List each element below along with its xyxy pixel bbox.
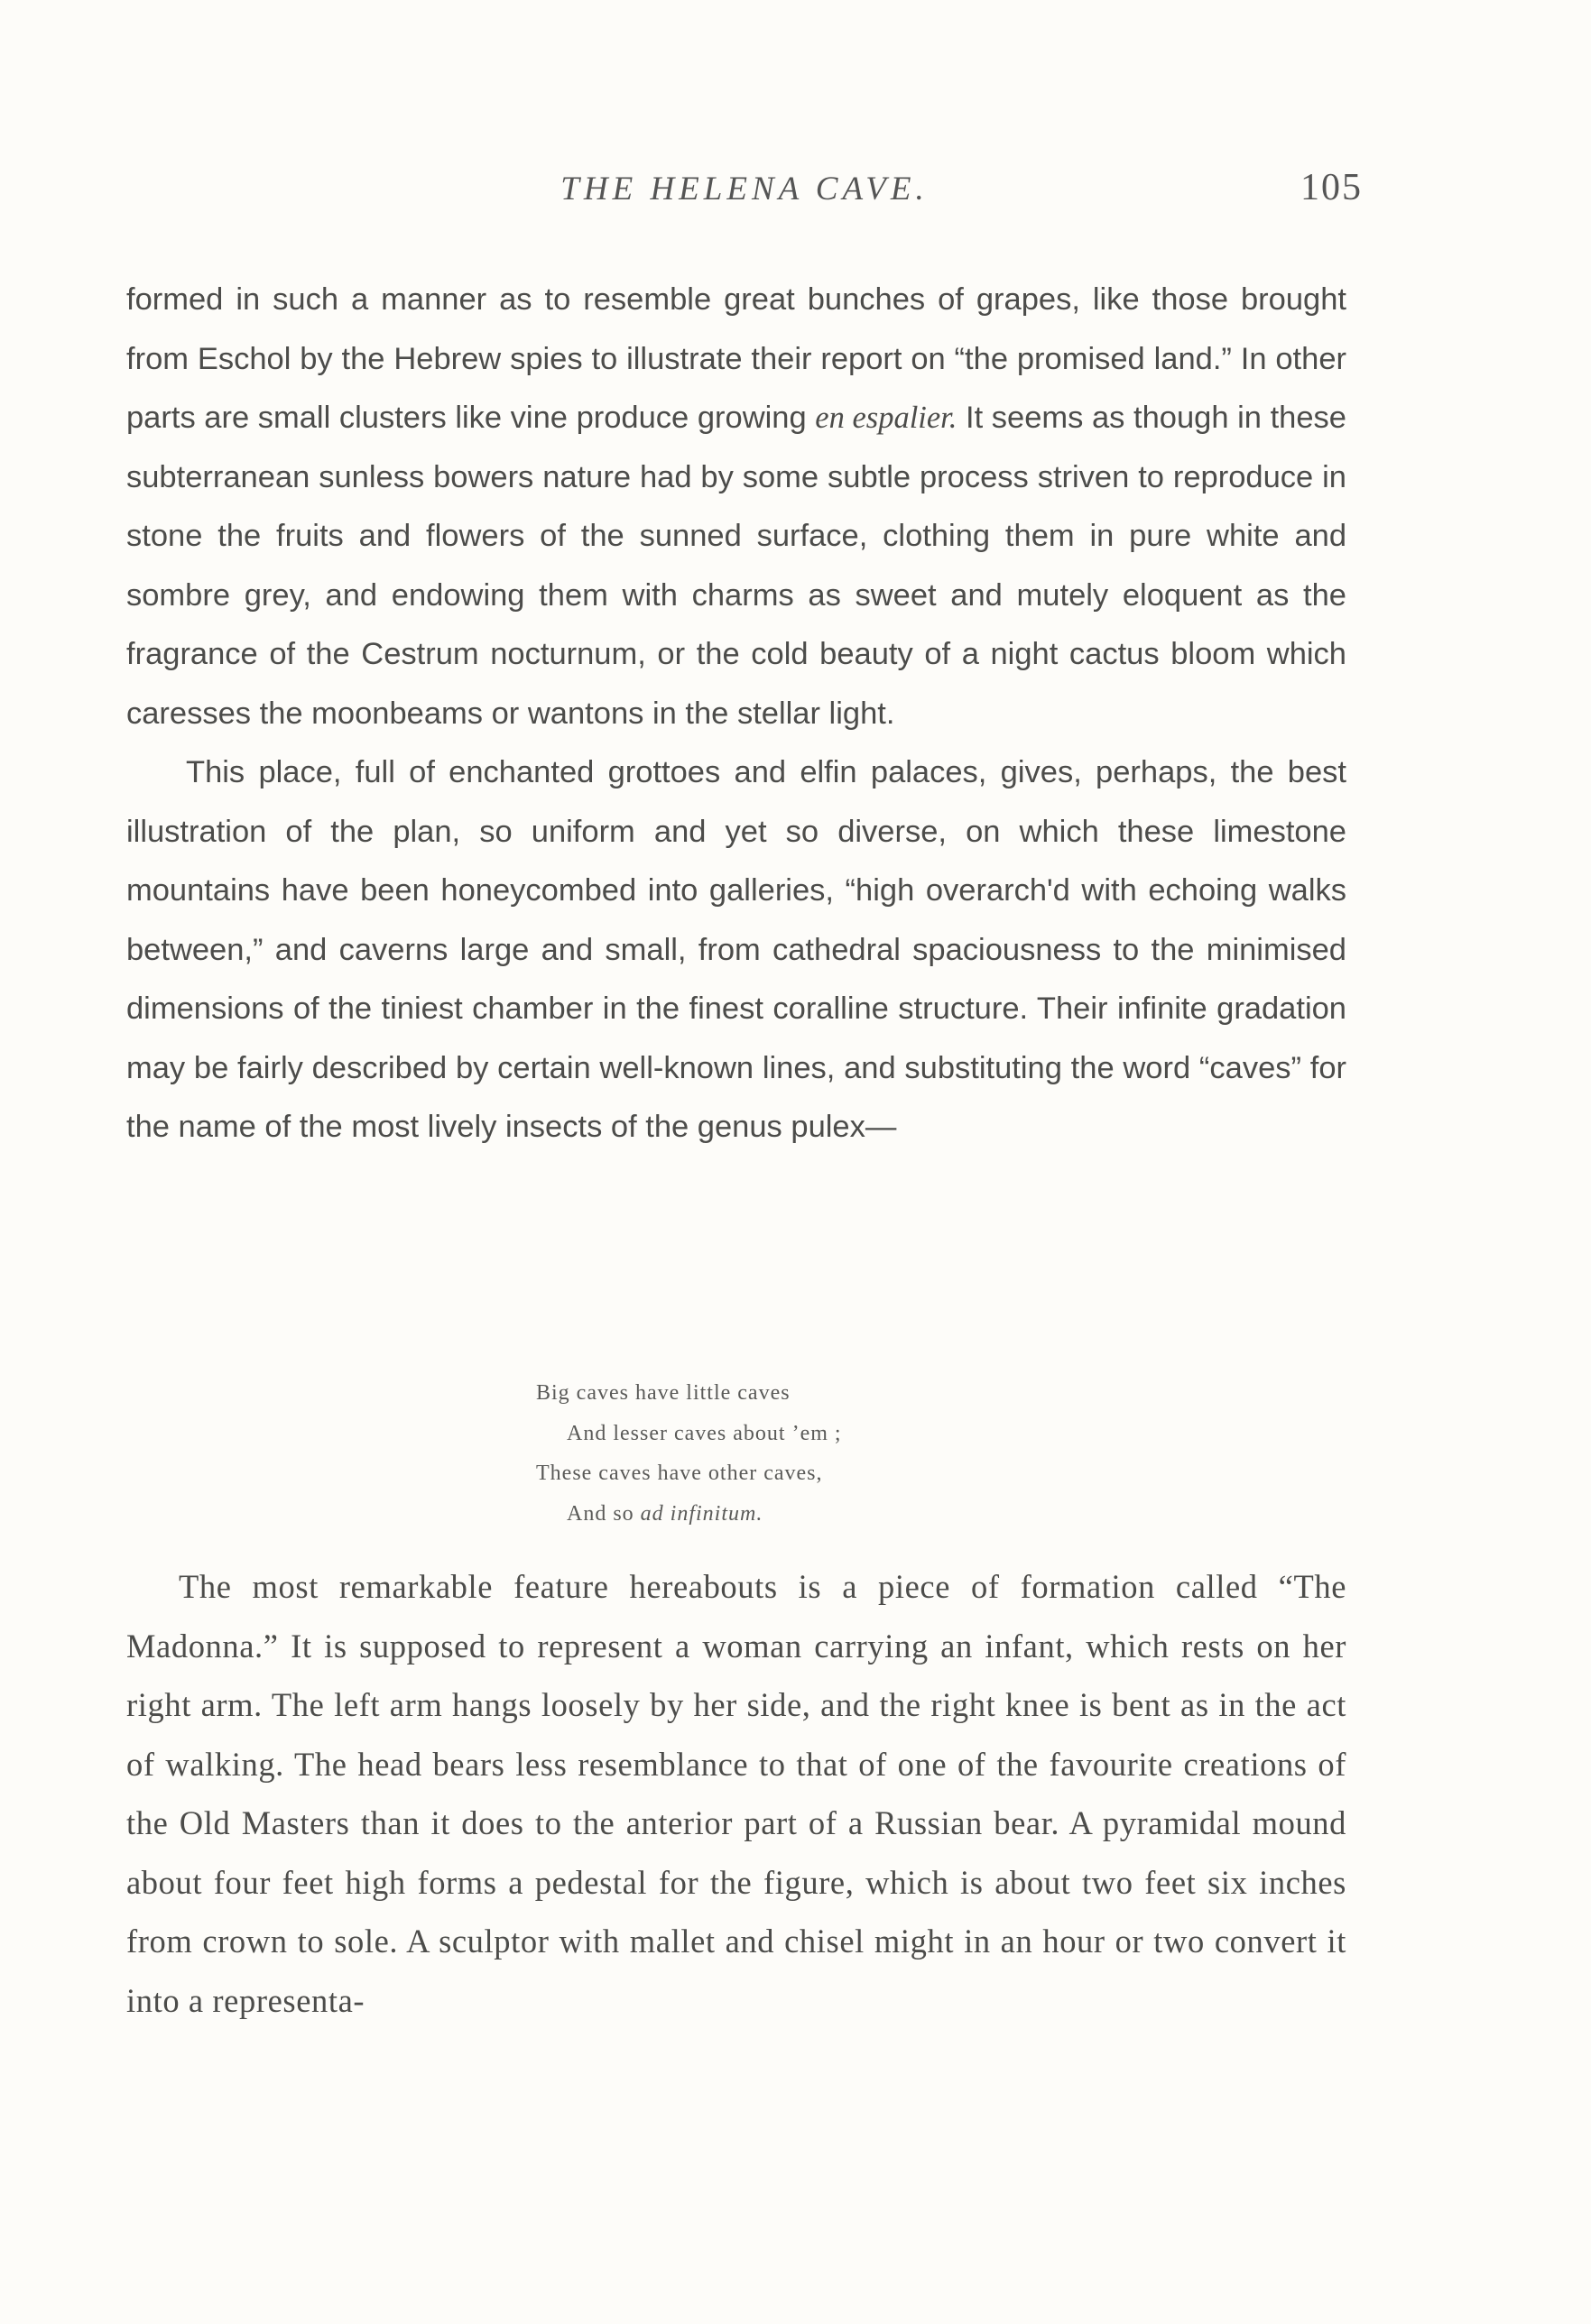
paragraph-2: This place, full of enchanted grottoes and elfin palaces, gives, perhaps, the best illustration of the plan, so uniform and yet so diverse, on which these limestone mountains have been honeycombed into galleries, “high overarch'd with echoing walks between,” and caverns large and small, from cathedral spaciousness to the minimised dimensions of the tiniest chamber in the finest coralline structure. Their infinite gradation may be fairly described by certain well-known lines, and substituting the word “caves” for the name of the most lively insects of the genus pulex— bbox=[126, 755, 1346, 1144]
page-number: 105 bbox=[1300, 167, 1363, 208]
paragraph-3: The most remarkable feature hereabouts is a piece of formation called “The Madonna.” It is supposed to represent a woman carrying an infant, which rests on her right arm. The left arm hangs loosely by her side, and the right knee is bent as in the act of walking. The head bears less resemblance to that of one of the favourite creations of the Old Masters than it does to the anterior part of a Russian bear. A pyramidal mound about four feet high forms a pedestal for the figure, which is about two feet six inches from crown to sole. A sculptor with mallet and chisel might in an hour or two convert it into a representa- bbox=[126, 1568, 1346, 2019]
poem-line-4-italic: ad infinitum. bbox=[640, 1501, 763, 1526]
poem-quote bbox=[536, 1373, 842, 1534]
body-text bbox=[126, 271, 1346, 1157]
poem-line-4 bbox=[536, 1494, 842, 1535]
closing-text bbox=[126, 1557, 1346, 2030]
poem-line-3: These caves have other caves, bbox=[536, 1462, 823, 1485]
poem-line-1: Big caves have little caves bbox=[536, 1381, 791, 1405]
poem-line-2: And lesser caves about ’em ; bbox=[567, 1421, 842, 1445]
page-header bbox=[126, 159, 1363, 213]
poem-line-4-lead: And so bbox=[567, 1501, 641, 1526]
paragraph-1-lead: formed in such a manner as to resemble great bunches of grapes, like those brought from Eschol by the Hebrew spies to illustrate their report on “the promised land.” In other parts are small clusters like vine produce growing bbox=[126, 282, 1346, 435]
paragraph-1 bbox=[126, 271, 1346, 743]
running-title: THE HELENA CAVE. bbox=[560, 171, 929, 208]
paragraph-1-trail: It seems as though in these subterranean sunless bowers nature had by some subtle process striven to reproduce in stone the fruits and flowers of the sunned surface, clothing them in pure white and sombre grey, and endowing them with charms as sweet and mutely eloquent as the fragrance of the Cestrum nocturnum, or the cold beauty of a night cactus bloom which caresses the moonbeams or wantons in the stellar light. bbox=[126, 401, 1346, 731]
paragraph-1-italic: en espalier. bbox=[815, 401, 957, 435]
